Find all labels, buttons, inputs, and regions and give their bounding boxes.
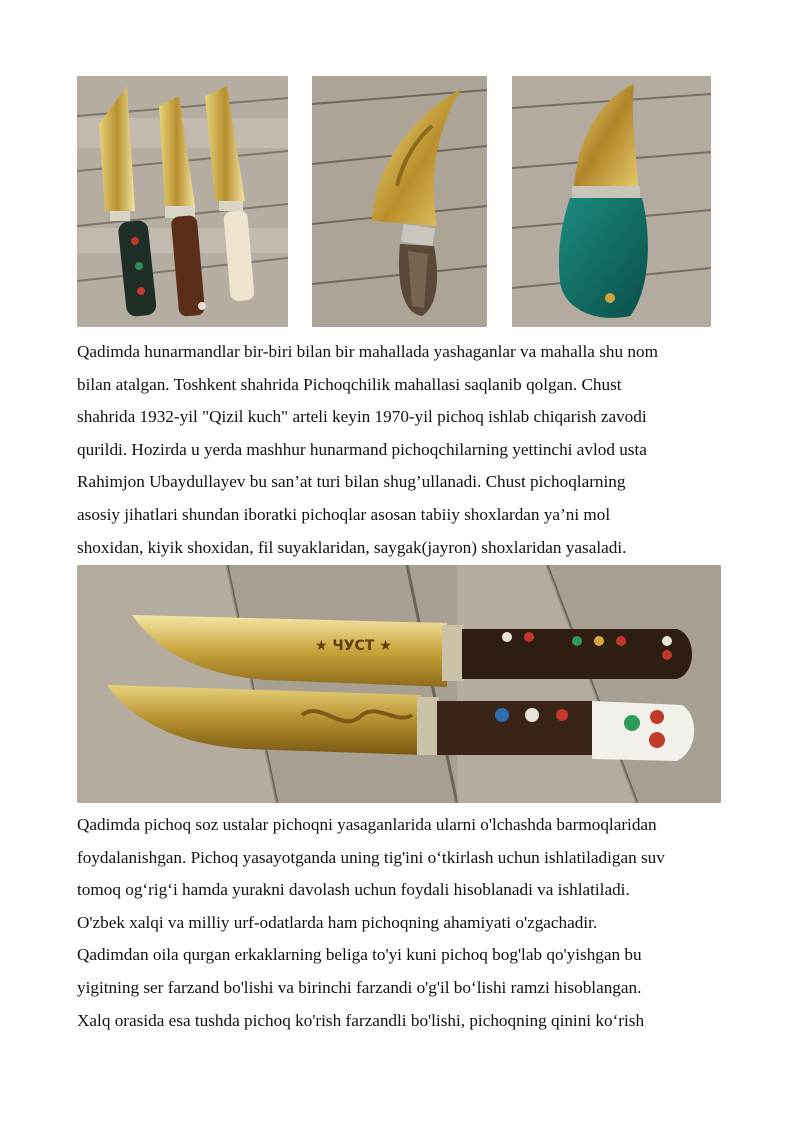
photo-teal-handle-knife <box>512 76 711 327</box>
text-line: tomoq og‘rig‘i hamda yurakni davolash uchun foydali hisoblanadi va ishlatiladi. <box>77 880 630 900</box>
text-line: asosiy jihatlari shundan iboratki pichoqlar asosan tabiiy shoxlardan ya’ni mol <box>77 504 611 524</box>
text-line: O'zbek xalqi va milliy urf-odatlarda ham pichoqning ahamiyati o'zgachadir. <box>77 912 598 932</box>
photo-two-knives <box>77 565 721 803</box>
blade-stamp: ★ ЧУСТ ★ <box>315 638 392 654</box>
paragraph-traditions <box>77 809 727 1037</box>
text-line: shahrida 1932-yil "Qizil kuch" arteli keyin 1970-yil pichoq ishlab chiqarish zavodi <box>77 407 647 427</box>
text-line: Qadimdan oila qurgan erkaklarning beliga to'yi kuni pichoq bog'lab qo'yishgan bu <box>77 945 642 965</box>
text-line: yigitning ser farzand bo'lishi va birinchi farzandi o'g'il bo‘lishi ramzi hisoblangan. <box>77 977 642 997</box>
photo-curved-knife <box>312 76 487 327</box>
text-line: bilan atalgan. Toshkent shahrida Pichoqchilik mahallasi saqlanib qolgan. Chust <box>77 374 622 394</box>
photo-three-knives <box>77 76 288 327</box>
text-line: qurildi. Hozirda u yerda mashhur hunarmand pichoqchilarning yettinchi avlod usta <box>77 439 647 459</box>
paragraph-history <box>77 336 727 564</box>
text-line: Xalq orasida esa tushda pichoq ko'rish farzandli bo'lishi, pichoqning qinini ko‘rish <box>77 1010 645 1030</box>
text-line: foydalanishgan. Pichoq yasayotganda uning tig'ini o‘tkirlash uchun ishlatiladigan suv <box>77 847 665 867</box>
text-line: shoxidan, kiyik shoxidan, fil suyaklaridan, saygak(jayron) shoxlaridan yasaladi. <box>77 537 627 557</box>
text-line: Qadimda pichoq soz ustalar pichoqni yasaganlarida ularni o'lchashda barmoqlaridan <box>77 815 657 834</box>
text-line: Rahimjon Ubaydullayev bu san’at turi bilan shug’ullanadi. Chust pichoqlarning <box>77 472 626 492</box>
text-line: Qadimda hunarmandlar bir-biri bilan bir mahallada yashaganlar va mahalla shu nom <box>77 342 658 361</box>
